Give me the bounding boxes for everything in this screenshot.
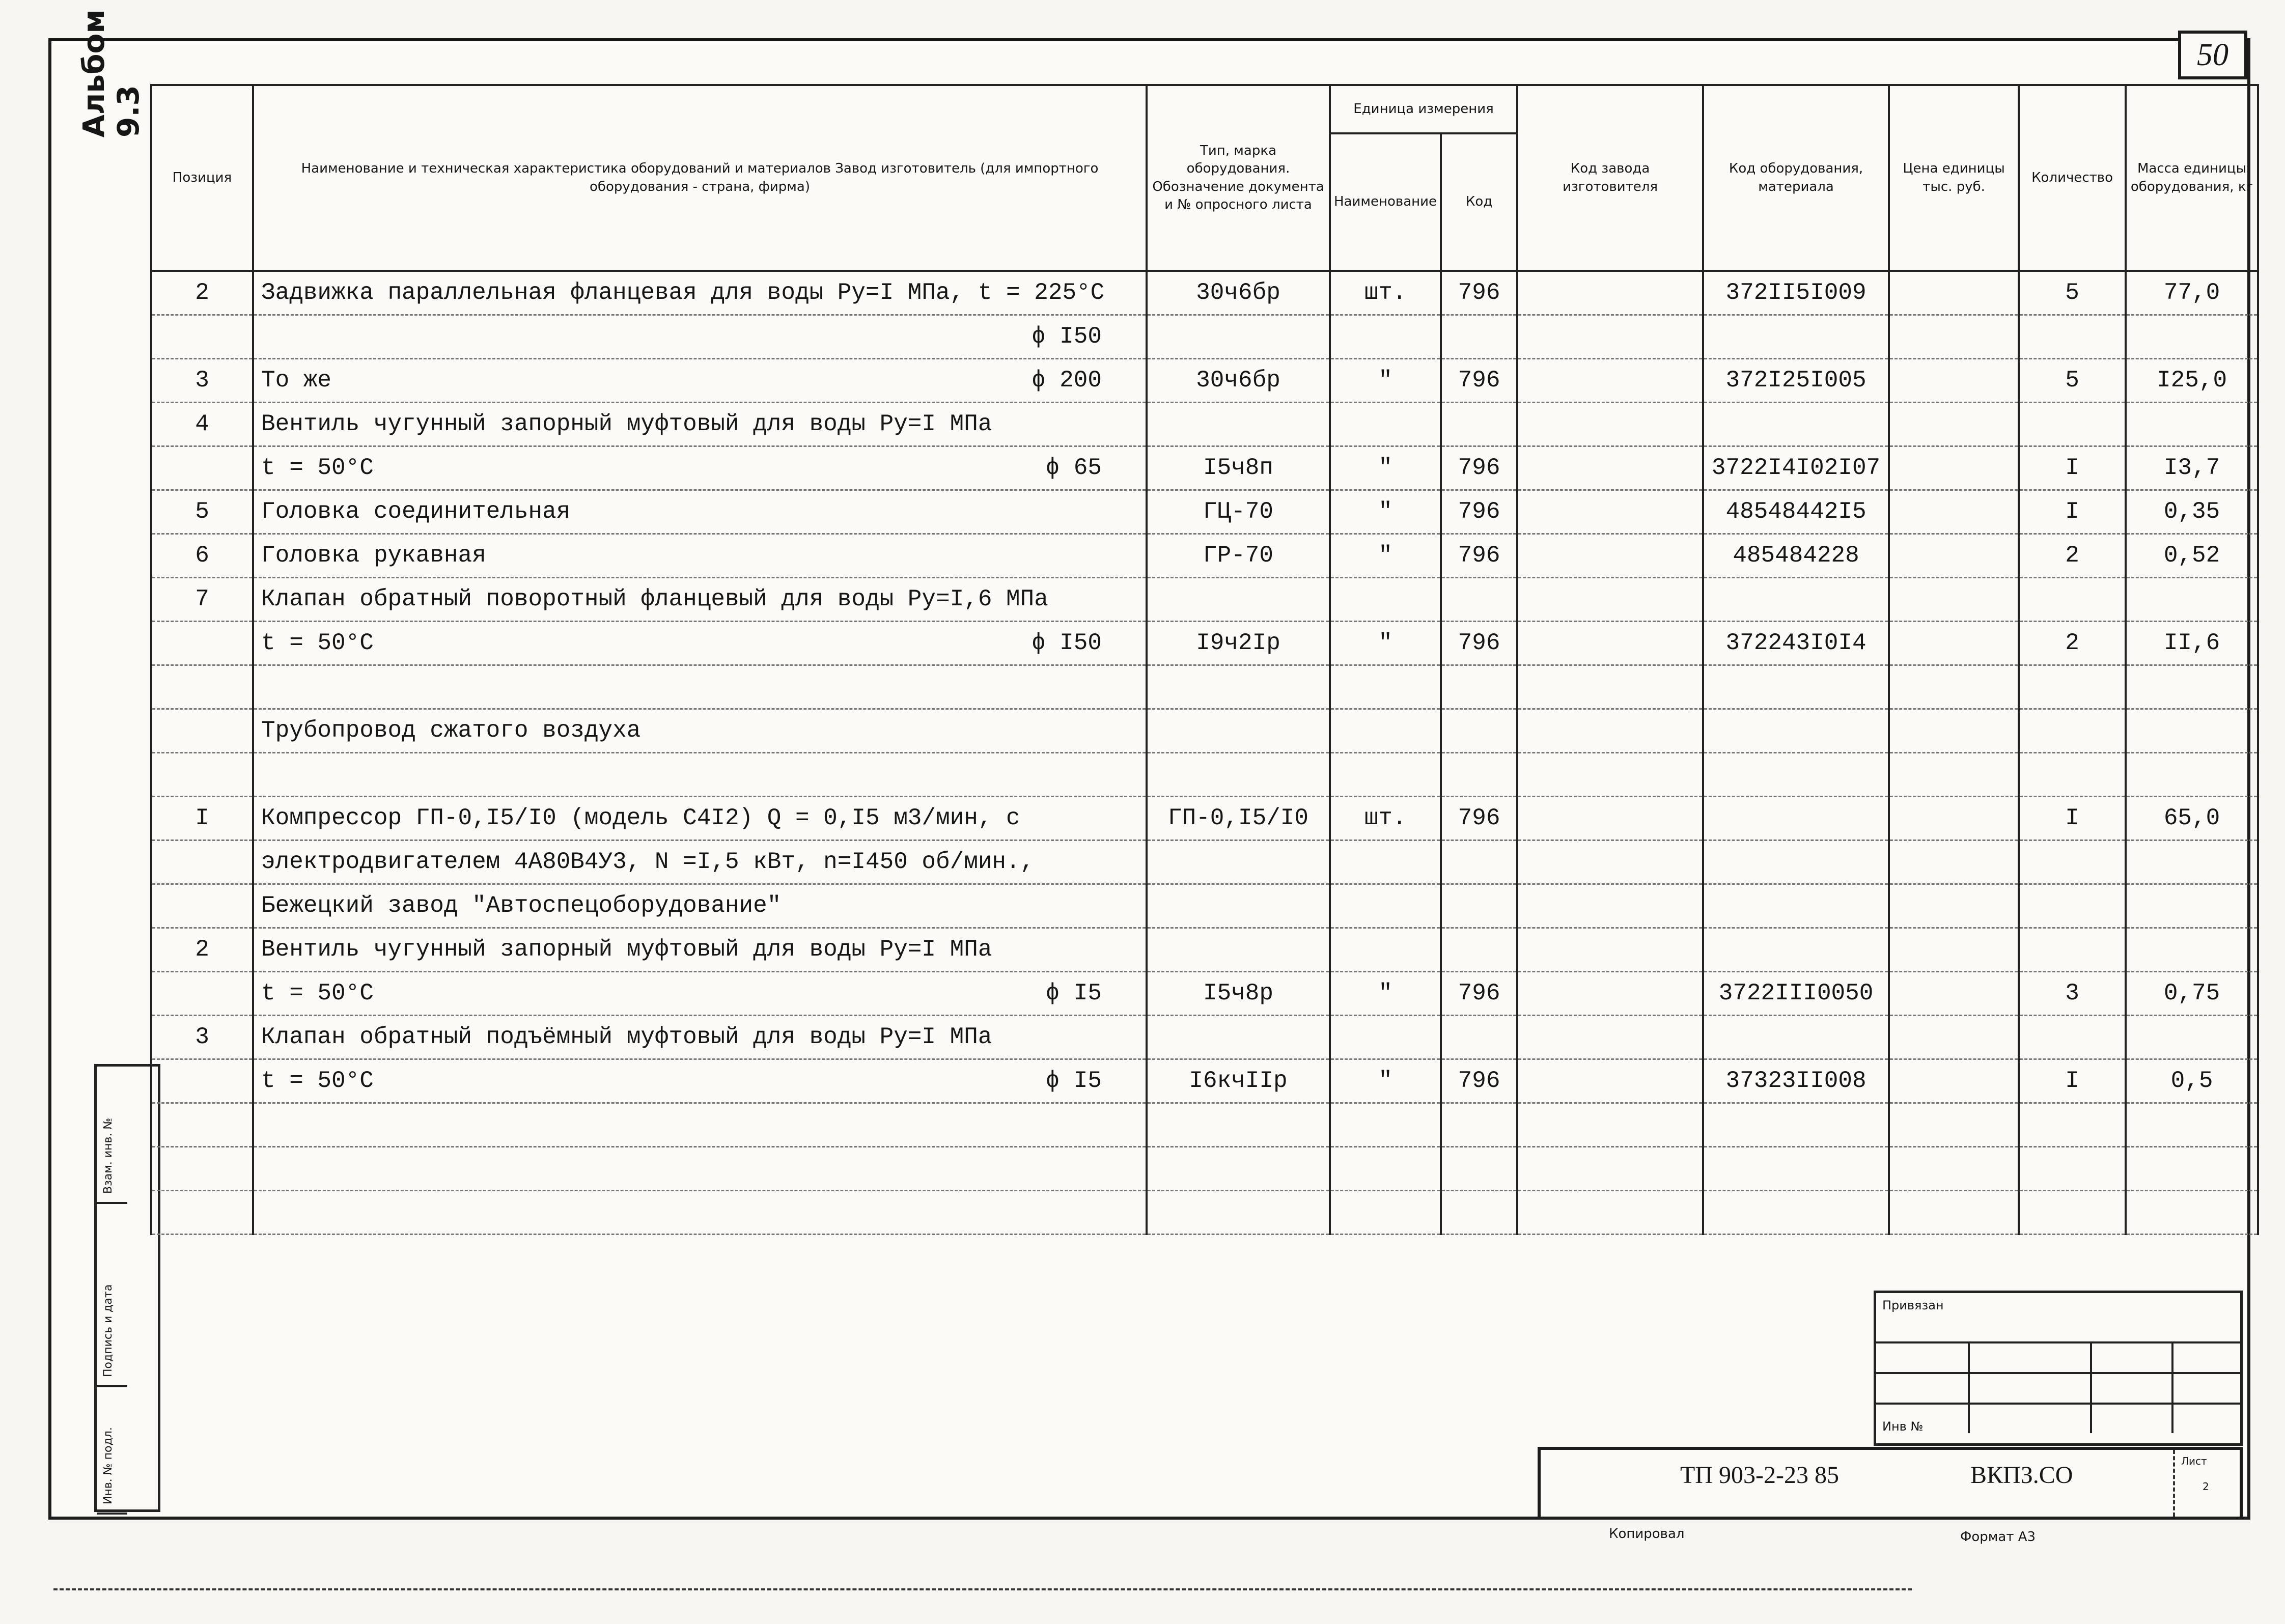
- row-unit-code: [1441, 577, 1517, 621]
- row-quantity: 5: [2019, 271, 2126, 315]
- row-type: [1147, 315, 1330, 358]
- row-mass: [2126, 665, 2258, 709]
- row-factory-code: [1517, 752, 1703, 796]
- row-quantity: 5: [2019, 358, 2126, 402]
- row-equipment-code: [1703, 752, 1889, 796]
- row-price: [1889, 665, 2019, 709]
- document-number: ТП 903-2-23 85: [1680, 1462, 1839, 1489]
- row-diameter: ϕ I50: [1031, 630, 1102, 656]
- row-mass: I25,0: [2126, 358, 2258, 402]
- row-diameter: ϕ I50: [1031, 323, 1102, 350]
- row-unit-name: ": [1330, 621, 1441, 665]
- row-equipment-code: [1703, 928, 1889, 971]
- row-mass: [2126, 1146, 2258, 1190]
- row-name: [253, 621, 1147, 665]
- row-equipment-code: 37323II008: [1703, 1059, 1889, 1103]
- row-quantity: [2019, 840, 2126, 884]
- table-row: [151, 665, 2258, 709]
- title-sheet-label: Лист: [2181, 1455, 2207, 1467]
- row-quantity: 2: [2019, 621, 2126, 665]
- row-mass: [2126, 1103, 2258, 1146]
- row-mass: [2126, 840, 2258, 884]
- row-mass: [2126, 1190, 2258, 1234]
- row-quantity: [2019, 577, 2126, 621]
- row-type: [1147, 402, 1330, 446]
- row-position: 5: [151, 490, 253, 534]
- row-unit-code: [1441, 1190, 1517, 1234]
- row-mass: 65,0: [2126, 796, 2258, 840]
- table-row: [151, 709, 2258, 752]
- table-row: [151, 358, 2258, 402]
- row-name-text: t = 50°С: [261, 455, 374, 481]
- row-unit-code: [1441, 315, 1517, 358]
- row-position: [151, 1190, 253, 1234]
- row-price: [1889, 446, 2019, 490]
- row-position: I: [151, 796, 253, 840]
- row-unit-name: ": [1330, 358, 1441, 402]
- row-type: I6кчIIр: [1147, 1059, 1330, 1103]
- row-price: [1889, 490, 2019, 534]
- row-name-text: Клапан обратный подъёмный муфтовый для воды Ру=I МПа: [261, 1024, 992, 1050]
- row-unit-name: [1330, 577, 1441, 621]
- row-type: [1147, 1103, 1330, 1146]
- row-price: [1889, 577, 2019, 621]
- row-diameter: ϕ I5: [1045, 1068, 1102, 1094]
- row-quantity: [2019, 315, 2126, 358]
- row-equipment-code: [1703, 709, 1889, 752]
- row-factory-code: [1517, 709, 1703, 752]
- row-type: [1147, 709, 1330, 752]
- row-name-text: Вентиль чугунный запорный муфтовый для воды Ру=I МПа: [261, 936, 992, 963]
- row-unit-name: [1330, 752, 1441, 796]
- row-name: [253, 1103, 1147, 1146]
- row-factory-code: [1517, 315, 1703, 358]
- row-quantity: [2019, 884, 2126, 928]
- footer-copied: Копировал: [1609, 1526, 1685, 1542]
- header-unit-name: Наименование: [1330, 133, 1441, 271]
- row-quantity: [2019, 709, 2126, 752]
- row-unit-code: [1441, 752, 1517, 796]
- row-unit-name: ": [1330, 490, 1441, 534]
- row-price: [1889, 796, 2019, 840]
- row-mass: [2126, 1015, 2258, 1059]
- row-factory-code: [1517, 884, 1703, 928]
- row-name: [253, 577, 1147, 621]
- row-diameter: ϕ 65: [1045, 455, 1102, 481]
- table-row: [151, 534, 2258, 577]
- row-unit-name: [1330, 840, 1441, 884]
- row-type: I5ч8р: [1147, 971, 1330, 1015]
- row-unit-code: [1441, 840, 1517, 884]
- header-equipment-code: Код оборудования, материала: [1703, 85, 1889, 271]
- row-name: [253, 490, 1147, 534]
- row-equipment-code: 3722III0050: [1703, 971, 1889, 1015]
- row-quantity: 3: [2019, 971, 2126, 1015]
- approval-stamp: [1874, 1291, 2243, 1446]
- stamp-tied-label: Привязан: [1882, 1298, 1944, 1312]
- header-name: Наименование и техническая характеристика оборудований и материалов Завод изготовитель (для импортного оборудования - страна, фирма): [253, 85, 1147, 271]
- row-factory-code: [1517, 928, 1703, 971]
- row-type: [1147, 840, 1330, 884]
- row-unit-code: 796: [1441, 358, 1517, 402]
- row-position: [151, 840, 253, 884]
- title-block: [1538, 1447, 2243, 1520]
- row-type: 30ч6бр: [1147, 271, 1330, 315]
- row-factory-code: [1517, 402, 1703, 446]
- row-name: [253, 1015, 1147, 1059]
- table-row: [151, 577, 2258, 621]
- row-name: [253, 1059, 1147, 1103]
- table-row: [151, 446, 2258, 490]
- row-price: [1889, 971, 2019, 1015]
- row-unit-name: [1330, 402, 1441, 446]
- table-row: [151, 971, 2258, 1015]
- row-position: 6: [151, 534, 253, 577]
- row-type: [1147, 577, 1330, 621]
- table-row: [151, 402, 2258, 446]
- row-type: [1147, 928, 1330, 971]
- row-price: [1889, 1103, 2019, 1146]
- row-equipment-code: [1703, 315, 1889, 358]
- row-unit-code: [1441, 1146, 1517, 1190]
- table-row: [151, 1015, 2258, 1059]
- row-equipment-code: [1703, 1015, 1889, 1059]
- row-equipment-code: 48548442I5: [1703, 490, 1889, 534]
- row-price: [1889, 840, 2019, 884]
- row-price: [1889, 621, 2019, 665]
- row-position: 3: [151, 1015, 253, 1059]
- row-position: [151, 621, 253, 665]
- table-row: [151, 271, 2258, 315]
- row-position: [151, 884, 253, 928]
- bottom-trim-line: [53, 1588, 1912, 1590]
- row-price: [1889, 709, 2019, 752]
- header-quantity: Количество: [2019, 85, 2126, 271]
- row-unit-code: 796: [1441, 534, 1517, 577]
- row-name-text: Головка рукавная: [261, 542, 486, 569]
- row-unit-name: [1330, 315, 1441, 358]
- row-position: [151, 1103, 253, 1146]
- row-name-text: Вентиль чугунный запорный муфтовый для воды Ру=I МПа: [261, 411, 992, 437]
- row-name: [253, 796, 1147, 840]
- row-name: [253, 840, 1147, 884]
- header-price: Цена единицы тыс. руб.: [1889, 85, 2019, 271]
- row-position: [151, 709, 253, 752]
- row-position: 7: [151, 577, 253, 621]
- side-label-signature: Подпись и дата: [102, 1284, 115, 1377]
- header-unit-code: Код: [1441, 133, 1517, 271]
- row-name-text: t = 50°С: [261, 980, 374, 1006]
- row-quantity: I: [2019, 490, 2126, 534]
- row-mass: 77,0: [2126, 271, 2258, 315]
- row-price: [1889, 1146, 2019, 1190]
- header-factory-code: Код завода изготовителя: [1517, 85, 1703, 271]
- row-type: I5ч8п: [1147, 446, 1330, 490]
- row-equipment-code: [1703, 1190, 1889, 1234]
- row-quantity: 2: [2019, 534, 2126, 577]
- row-name-text: Бежецкий завод "Автоспецоборудование": [261, 892, 782, 919]
- table-row: [151, 490, 2258, 534]
- row-equipment-code: [1703, 884, 1889, 928]
- row-mass: [2126, 402, 2258, 446]
- row-price: [1889, 752, 2019, 796]
- row-mass: [2126, 928, 2258, 971]
- row-unit-name: ": [1330, 534, 1441, 577]
- row-unit-code: [1441, 709, 1517, 752]
- row-type: [1147, 1146, 1330, 1190]
- row-unit-name: ": [1330, 971, 1441, 1015]
- row-name-text: Головка соединительная: [261, 498, 571, 525]
- table-row: [151, 752, 2258, 796]
- row-unit-code: 796: [1441, 490, 1517, 534]
- table-row: [151, 884, 2258, 928]
- row-type: [1147, 884, 1330, 928]
- row-name-text: t = 50°С: [261, 1068, 374, 1094]
- row-type: [1147, 665, 1330, 709]
- row-price: [1889, 358, 2019, 402]
- row-mass: [2126, 315, 2258, 358]
- row-equipment-code: [1703, 796, 1889, 840]
- row-name: [253, 534, 1147, 577]
- row-equipment-code: [1703, 577, 1889, 621]
- row-mass: 0,5: [2126, 1059, 2258, 1103]
- row-price: [1889, 402, 2019, 446]
- row-position: [151, 752, 253, 796]
- row-unit-name: [1330, 1103, 1441, 1146]
- row-unit-code: 796: [1441, 971, 1517, 1015]
- row-unit-code: [1441, 665, 1517, 709]
- row-name-text: То же: [261, 367, 332, 394]
- row-equipment-code: 372243I0I4: [1703, 621, 1889, 665]
- row-unit-name: [1330, 928, 1441, 971]
- row-name: [253, 271, 1147, 315]
- row-unit-name: [1330, 884, 1441, 928]
- row-factory-code: [1517, 1103, 1703, 1146]
- row-price: [1889, 1015, 2019, 1059]
- row-name: [253, 752, 1147, 796]
- row-type: 30ч6бр: [1147, 358, 1330, 402]
- row-equipment-code: 3722I4I02I07: [1703, 446, 1889, 490]
- row-name: [253, 1190, 1147, 1234]
- row-type: ГЦ-70: [1147, 490, 1330, 534]
- row-unit-code: [1441, 884, 1517, 928]
- row-equipment-code: 372I25I005: [1703, 358, 1889, 402]
- row-equipment-code: [1703, 1103, 1889, 1146]
- row-price: [1889, 1059, 2019, 1103]
- row-factory-code: [1517, 534, 1703, 577]
- table-row: [151, 1146, 2258, 1190]
- row-factory-code: [1517, 577, 1703, 621]
- row-price: [1889, 534, 2019, 577]
- row-unit-code: 796: [1441, 446, 1517, 490]
- row-quantity: I: [2019, 796, 2126, 840]
- row-unit-code: 796: [1441, 796, 1517, 840]
- row-factory-code: [1517, 796, 1703, 840]
- row-unit-name: [1330, 1146, 1441, 1190]
- row-type: [1147, 1015, 1330, 1059]
- row-name: [253, 446, 1147, 490]
- table-row: [151, 796, 2258, 840]
- row-name: [253, 665, 1147, 709]
- table-row: [151, 621, 2258, 665]
- row-unit-name: [1330, 709, 1441, 752]
- row-position: 4: [151, 402, 253, 446]
- row-mass: [2126, 709, 2258, 752]
- row-quantity: [2019, 1190, 2126, 1234]
- row-quantity: I: [2019, 446, 2126, 490]
- row-diameter: ϕ I5: [1045, 980, 1102, 1006]
- table-row: [151, 1059, 2258, 1103]
- row-position: [151, 665, 253, 709]
- row-name: [253, 971, 1147, 1015]
- row-name: [253, 402, 1147, 446]
- row-price: [1889, 928, 2019, 971]
- row-type: [1147, 752, 1330, 796]
- row-position: 3: [151, 358, 253, 402]
- row-unit-code: 796: [1441, 621, 1517, 665]
- row-name: [253, 884, 1147, 928]
- row-name: [253, 928, 1147, 971]
- row-quantity: [2019, 665, 2126, 709]
- row-name: [253, 1146, 1147, 1190]
- row-factory-code: [1517, 621, 1703, 665]
- header-type: Тип, марка оборудования. Обозначение документа и № опросного листа: [1147, 85, 1330, 271]
- row-quantity: [2019, 1146, 2126, 1190]
- row-mass: 0,75: [2126, 971, 2258, 1015]
- row-position: [151, 971, 253, 1015]
- row-factory-code: [1517, 490, 1703, 534]
- row-price: [1889, 884, 2019, 928]
- document-code: ВКПЗ.СО: [1970, 1462, 2073, 1489]
- table-row: [151, 315, 2258, 358]
- row-name-text: Компрессор ГП-0,I5/I0 (модель С4I2) Q = 0,I5 м3/мин, с: [261, 805, 1020, 831]
- row-name-text: Клапан обратный поворотный фланцевый для воды Ру=I,6 МПа: [261, 586, 1048, 612]
- row-unit-code: [1441, 1015, 1517, 1059]
- row-name: [253, 315, 1147, 358]
- row-factory-code: [1517, 358, 1703, 402]
- row-factory-code: [1517, 1015, 1703, 1059]
- side-cell-replace: [97, 1067, 127, 1204]
- sheet-number: 50: [2178, 31, 2247, 79]
- row-unit-name: ": [1330, 446, 1441, 490]
- row-mass: [2126, 884, 2258, 928]
- header-mass: Масса единицы оборудования, кг: [2126, 85, 2258, 271]
- row-mass: I3,7: [2126, 446, 2258, 490]
- row-unit-code: [1441, 928, 1517, 971]
- row-type: [1147, 1190, 1330, 1234]
- table-row: [151, 1190, 2258, 1234]
- row-factory-code: [1517, 665, 1703, 709]
- row-name: [253, 709, 1147, 752]
- stamp-inv-label: Инв №: [1882, 1419, 1924, 1434]
- row-unit-code: 796: [1441, 1059, 1517, 1103]
- row-quantity: [2019, 928, 2126, 971]
- row-mass: II,6: [2126, 621, 2258, 665]
- row-factory-code: [1517, 1059, 1703, 1103]
- row-factory-code: [1517, 446, 1703, 490]
- row-type: I9ч2Iр: [1147, 621, 1330, 665]
- row-unit-name: шт.: [1330, 271, 1441, 315]
- row-unit-code: [1441, 1103, 1517, 1146]
- row-unit-name: шт.: [1330, 796, 1441, 840]
- side-label-replace: Взам. инв. №: [102, 1117, 115, 1194]
- table-row: [151, 928, 2258, 971]
- header-position: Позиция: [151, 85, 253, 271]
- row-mass: 0,35: [2126, 490, 2258, 534]
- row-name: [253, 358, 1147, 402]
- row-position: 2: [151, 271, 253, 315]
- album-label: Альбом 9.3: [76, 9, 146, 137]
- row-factory-code: [1517, 971, 1703, 1015]
- row-name-text: Трубопровод сжатого воздуха: [261, 717, 641, 744]
- title-sheet-value: 2: [2203, 1480, 2209, 1493]
- row-equipment-code: [1703, 1146, 1889, 1190]
- row-unit-name: ": [1330, 1059, 1441, 1103]
- row-price: [1889, 315, 2019, 358]
- row-mass: 0,52: [2126, 534, 2258, 577]
- row-unit-code: [1441, 402, 1517, 446]
- row-price: [1889, 1190, 2019, 1234]
- row-mass: [2126, 752, 2258, 796]
- row-position: [151, 1059, 253, 1103]
- row-unit-name: [1330, 665, 1441, 709]
- row-equipment-code: [1703, 665, 1889, 709]
- row-unit-name: [1330, 1015, 1441, 1059]
- header-unit-group: Единица измерения: [1330, 85, 1517, 133]
- side-cell-signature: [97, 1204, 127, 1387]
- row-position: 2: [151, 928, 253, 971]
- row-position: [151, 1146, 253, 1190]
- side-cell-inventory: [97, 1387, 127, 1515]
- row-unit-name: [1330, 1190, 1441, 1234]
- row-equipment-code: 485484228: [1703, 534, 1889, 577]
- row-quantity: I: [2019, 1059, 2126, 1103]
- row-factory-code: [1517, 271, 1703, 315]
- row-quantity: [2019, 1015, 2126, 1059]
- row-mass: [2126, 577, 2258, 621]
- row-quantity: [2019, 752, 2126, 796]
- side-label-inventory: Инв. № подл.: [102, 1427, 115, 1504]
- footer-format: Формат А3: [1960, 1529, 2036, 1545]
- row-type: ГП-0,I5/I0: [1147, 796, 1330, 840]
- specification-table: [150, 84, 2259, 1235]
- row-factory-code: [1517, 840, 1703, 884]
- row-factory-code: [1517, 1146, 1703, 1190]
- row-position: [151, 446, 253, 490]
- table-row: [151, 1103, 2258, 1146]
- row-type: ГР-70: [1147, 534, 1330, 577]
- row-equipment-code: [1703, 840, 1889, 884]
- row-diameter: ϕ 200: [1031, 367, 1102, 394]
- row-quantity: [2019, 402, 2126, 446]
- row-unit-code: 796: [1441, 271, 1517, 315]
- row-equipment-code: [1703, 402, 1889, 446]
- row-position: [151, 315, 253, 358]
- row-name-text: электродвигателем 4А80В4У3, N =I,5 кВт, n=I450 об/мин.,: [261, 849, 1035, 875]
- table-row: [151, 840, 2258, 884]
- row-factory-code: [1517, 1190, 1703, 1234]
- row-name-text: t = 50°С: [261, 630, 374, 656]
- row-quantity: [2019, 1103, 2126, 1146]
- row-name-text: Задвижка параллельная фланцевая для воды Ру=I МПа, t = 225°С: [261, 279, 1105, 306]
- row-equipment-code: 372II5I009: [1703, 271, 1889, 315]
- row-price: [1889, 271, 2019, 315]
